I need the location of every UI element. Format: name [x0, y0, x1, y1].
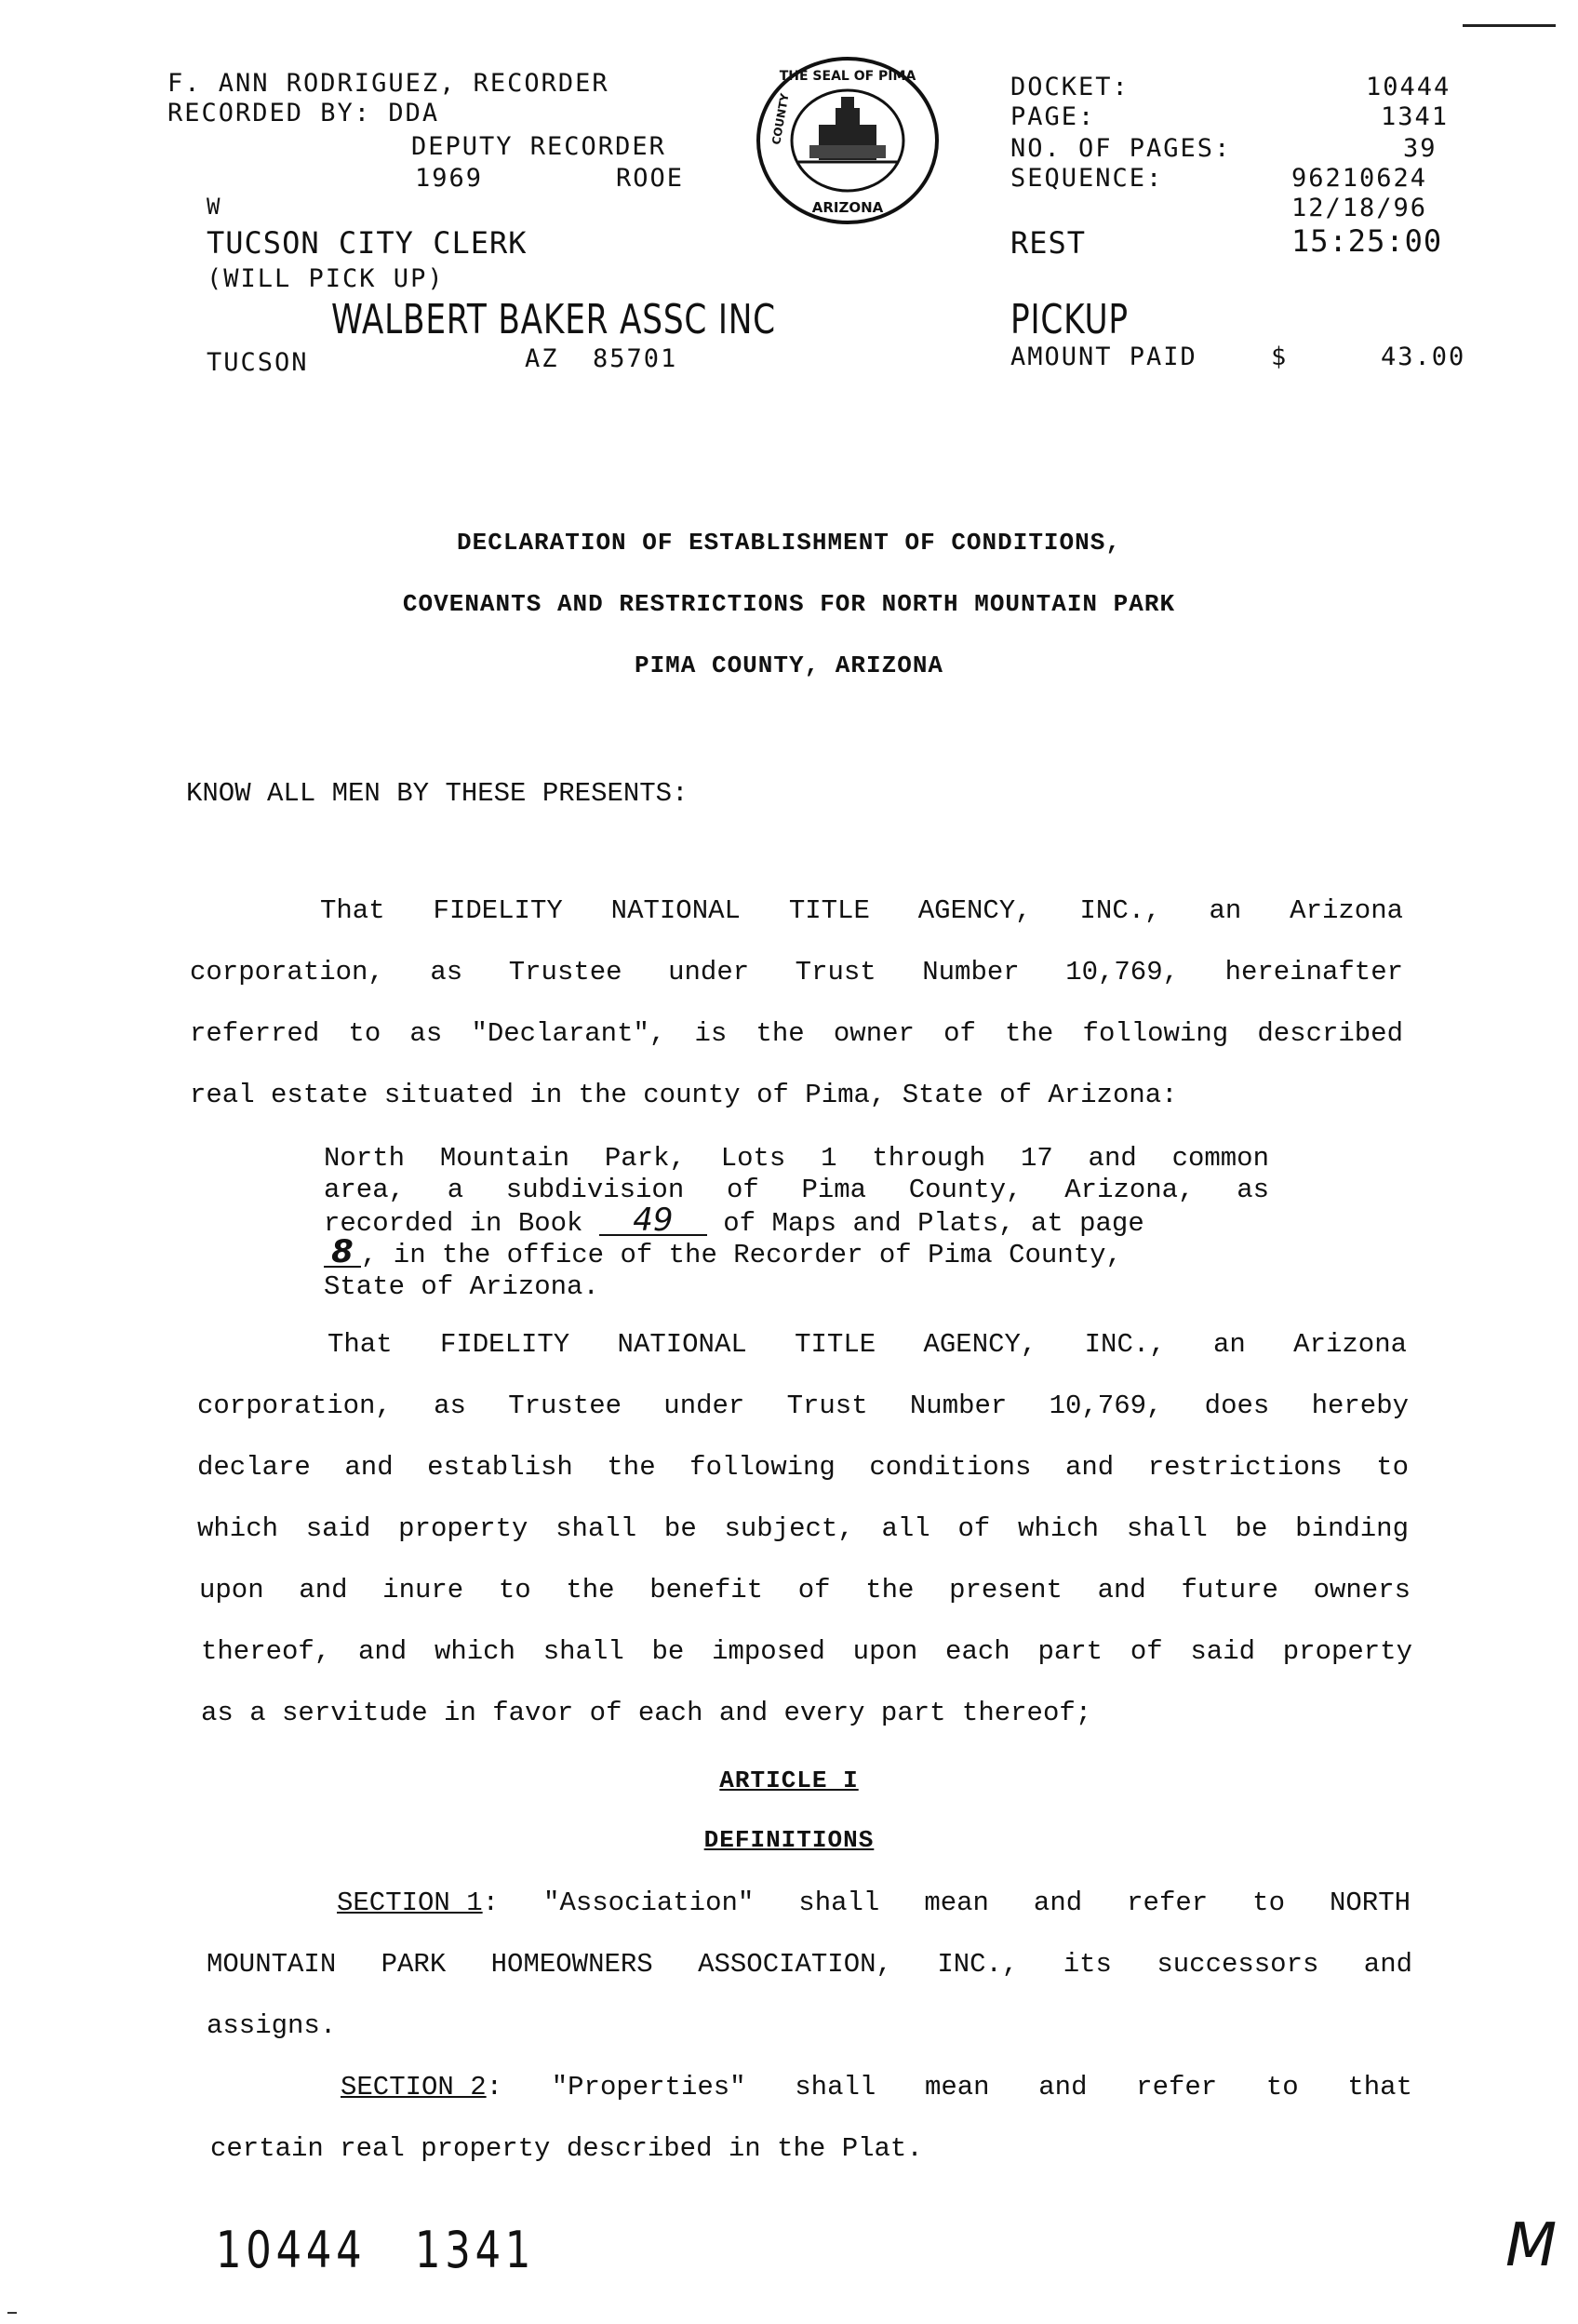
pages-value: 39: [1403, 134, 1438, 163]
recorder-code-2: ROOE: [616, 164, 685, 193]
company-name: WALBERT BAKER ASSC INC: [331, 296, 776, 343]
book-number: 49: [599, 1206, 707, 1236]
recorder-code-1: 1969: [415, 164, 484, 193]
definitions-heading: DEFINITIONS: [703, 1826, 875, 1854]
document-title-line-2: COVENANTS AND RESTRICTIONS FOR NORTH MOUNTAIN PARK: [402, 590, 1176, 618]
page-label: PAGE:: [1010, 102, 1096, 131]
svg-text:COUNTY: COUNTY: [769, 92, 792, 146]
paragraph-2-line-5: upon and inure to the benefit of the present and future owners: [199, 1575, 1411, 1605]
scan-mark-dot: [7, 2312, 17, 2314]
svg-text:THE SEAL OF PIMA: THE SEAL OF PIMA: [779, 69, 916, 84]
section-2-label: SECTION 2: [341, 2072, 487, 2102]
state-zip: AZ 85701: [525, 344, 678, 373]
record-date: 12/18/96: [1291, 194, 1428, 222]
footer-page-number: 1341: [415, 2221, 536, 2279]
deputy-recorder: DEPUTY RECORDER: [411, 132, 666, 161]
section-1-text: : "Association" shall mean and refer to NORTH: [482, 1887, 1411, 1918]
paragraph-1-line-2: corporation, as Trustee under Trust Number 10,769, hereinafter: [190, 957, 1403, 987]
return-to-clerk: TUCSON CITY CLERK: [207, 225, 528, 261]
section-1-line-3: assigns.: [207, 2010, 337, 2041]
scan-mark-line: [1463, 24, 1556, 27]
amount-currency: $: [1271, 343, 1289, 371]
paragraph-2-line-3: declare and establish the following conditions and restrictions to: [197, 1452, 1409, 1483]
intro-line: KNOW ALL MEN BY THESE PRESENTS:: [186, 778, 689, 809]
section-2-line-2: certain real property described in the Plat.: [210, 2133, 923, 2164]
section-2-line-1: [341, 2072, 1412, 2102]
paragraph-2-line-4: which said property shall be subject, all of which shall be binding: [197, 1513, 1409, 1544]
svg-text:ARIZONA: ARIZONA: [811, 199, 884, 216]
paragraph-1-line-4: real estate situated in the county of Pima, State of Arizona:: [190, 1080, 1178, 1110]
pickup-label: PICKUP: [1010, 296, 1129, 343]
paragraph-2-line-2: corporation, as Trustee under Trust Number 10,769, does hereby: [197, 1390, 1409, 1421]
sequence-label: SEQUENCE:: [1010, 164, 1164, 193]
section-1-line-1: [337, 1887, 1411, 1918]
section-2-text: : "Properties" shall mean and refer to that: [486, 2072, 1412, 2102]
county-seal: [752, 52, 943, 229]
pickup-note: (WILL PICK UP): [207, 264, 445, 293]
article-heading: ARTICLE I: [719, 1767, 859, 1794]
legal-line-5: State of Arizona.: [324, 1271, 599, 1302]
amount-label: AMOUNT PAID: [1010, 343, 1197, 371]
w-mark: W: [207, 194, 222, 220]
sequence-value: 96210624: [1291, 164, 1428, 193]
legal-line-4: [324, 1233, 1122, 1270]
paragraph-1-line-3: referred to as "Declarant", is the owner of the following described: [190, 1018, 1403, 1049]
seal-graphic: [752, 52, 943, 229]
amount-value: 43.00: [1381, 343, 1466, 371]
docket-label: DOCKET:: [1010, 73, 1130, 101]
section-1-line-2: MOUNTAIN PARK HOMEOWNERS ASSOCIATION, INC., its successors and: [207, 1949, 1412, 1980]
document-title-line-1: DECLARATION OF ESTABLISHMENT OF CONDITIONS,: [457, 529, 1121, 557]
legal-line-2: area, a subdivision of Pima County, Arizona, as: [324, 1175, 1269, 1205]
paragraph-2-line-7: as a servitude in favor of each and every part thereof;: [201, 1698, 1092, 1728]
legal-line-3-b: of Maps and Plats, at page: [706, 1208, 1144, 1239]
legal-line-3: [324, 1202, 1144, 1239]
section-1-label: SECTION 1: [337, 1887, 483, 1918]
record-time: 15:25:00: [1291, 223, 1443, 259]
page-value: 1341: [1381, 102, 1450, 131]
footer-initials: M: [1505, 2211, 1558, 2280]
recorded-by: RECORDED BY: DDA: [167, 99, 440, 128]
legal-line-3-a: recorded in Book: [324, 1208, 599, 1239]
legal-line-4-text: , in the office of the Recorder of Pima County,: [361, 1240, 1122, 1270]
city: TUCSON: [207, 348, 309, 377]
paragraph-1-line-1: That FIDELITY NATIONAL TITLE AGENCY, INC., an Arizona: [320, 895, 1403, 926]
paragraph-2-line-6: thereof, and which shall be imposed upon each part of said property: [201, 1636, 1412, 1667]
rest-label: REST: [1010, 225, 1087, 261]
page-number-handwritten: 8: [324, 1238, 361, 1268]
paragraph-2-line-1: That FIDELITY NATIONAL TITLE AGENCY, INC., an Arizona: [328, 1329, 1407, 1360]
footer-docket-number: 10444: [216, 2221, 367, 2279]
pages-label: NO. OF PAGES:: [1010, 134, 1232, 163]
docket-value: 10444: [1366, 73, 1451, 101]
document-title-line-3: PIMA COUNTY, ARIZONA: [634, 652, 944, 679]
recorder-name: F. ANN RODRIGUEZ, RECORDER: [167, 69, 609, 98]
legal-line-1: North Mountain Park, Lots 1 through 17 and common: [324, 1143, 1269, 1174]
